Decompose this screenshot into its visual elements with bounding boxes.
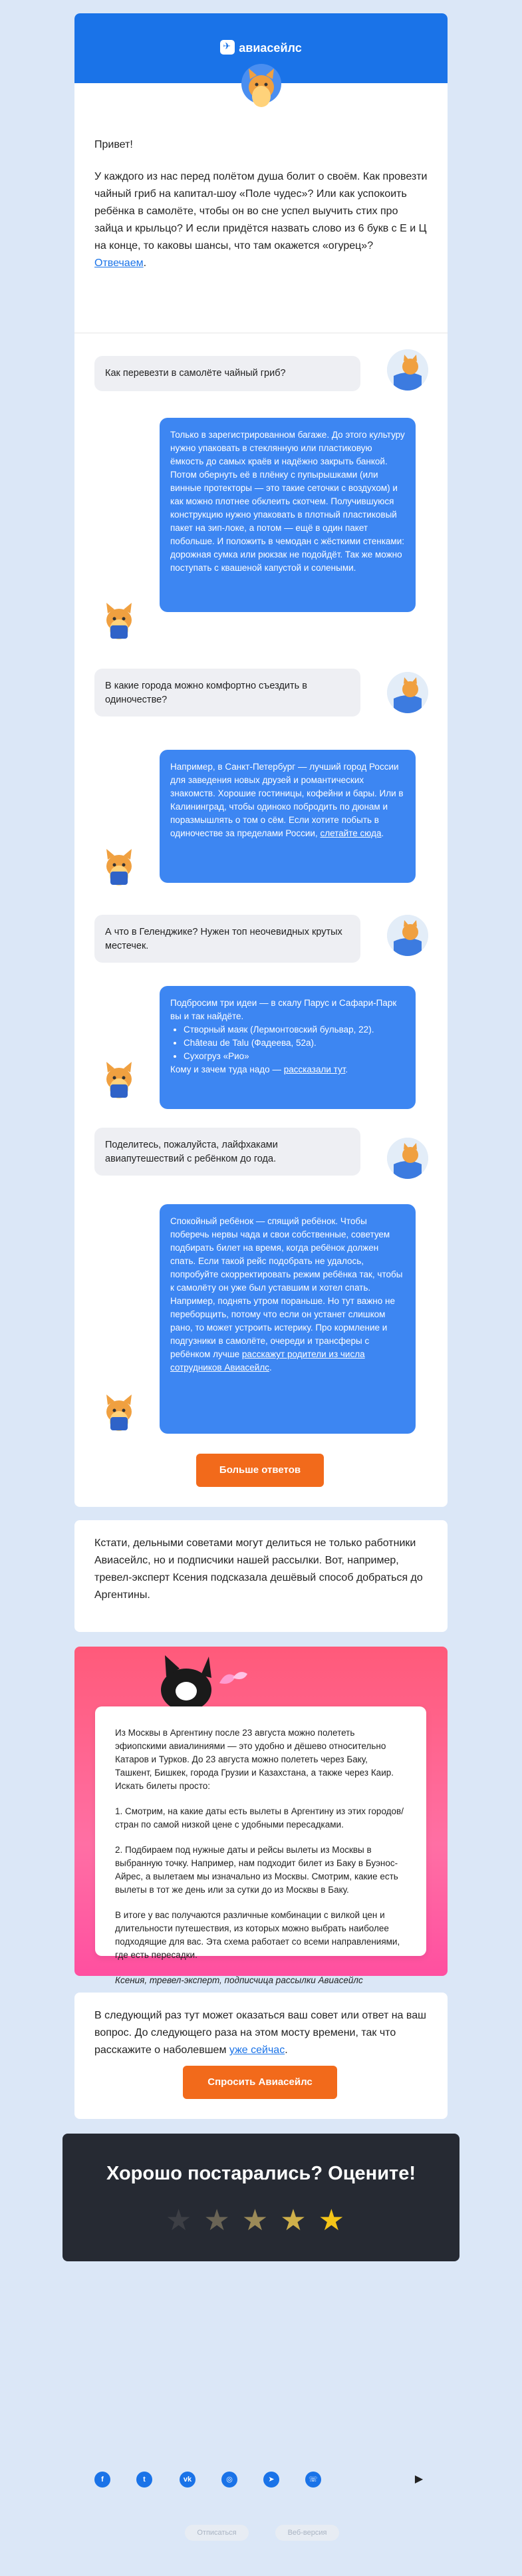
web-version-link[interactable]: Веб-версия: [275, 2525, 339, 2541]
ask-button[interactable]: Спросить Авиасейлс: [183, 2066, 337, 2099]
question-bubble: В какие города можно комфортно съездить в одиночестве?: [94, 669, 360, 717]
question-bubble: Как перевезти в самолёте чайный гриб?: [94, 356, 360, 391]
facebook-icon[interactable]: f: [94, 2472, 110, 2488]
star-icon[interactable]: ★: [280, 2204, 319, 2237]
brand-logo[interactable]: ✈авиасейлс: [74, 40, 448, 55]
tips-text: Кстати, дельными советами могут делиться не только работники Авиасейлс, но и подписчики нашей рассылки. Вот, например, тревел-эксперт Ксения подсказала дешёвый способ добраться до Аргентины.: [94, 1537, 423, 1601]
mascot-avatar-icon: [98, 1058, 140, 1099]
rating-block: [63, 2134, 459, 2261]
ask-card: [74, 1993, 448, 2119]
question-bubble: Поделитесь, пожалуйста, лайфхаками авиапутешествий с ребёнком до года.: [94, 1128, 360, 1176]
answer-bubble: Только в зарегистрированном багаже. До этого культуру нужно упаковать в стеклянную или пластиковую ёмкость до самых краёв и надёжно закрыть банкой. Потом обернуть её в плёнку с пупырышками (или винные протекторы — это такие сеточки с воздухом) и как можно плотнее обклеить скотчем. Получившуюся конструкцию нужно упаковать в плотный пластиковый пакет на зип-локе, а потом — ещё в один пакет побольше. И положить в чемодан с жёсткими стенками: дорожная сумка или рюкзак не подойдёт. Так же можно поступать с квашеной капустой и солеными.: [160, 418, 416, 612]
stars-row: [63, 2203, 459, 2237]
intro-text: У каждого из нас перед полётом душа болит о своём. Как провезти чайный гриб на капитал-шоу «Поле чудес»? Или как успокоить ребёнка в самолёте, чтобы он во сне успел выучить стих про зайца и крыльцо? И если придётся назвать слово из 6 букв с Е и Ц на конце, то каковы шансы, что там окажется «огурец»? Отвечаем.: [94, 171, 428, 269]
mascot-avatar-icon: [98, 1390, 140, 1432]
vk-icon[interactable]: vk: [180, 2472, 196, 2488]
travel-alone-link[interactable]: слетайте сюда: [320, 828, 382, 838]
tips-card: [74, 1520, 448, 1632]
mascot-avatar-icon: [98, 845, 140, 886]
instagram-icon[interactable]: ◎: [221, 2472, 237, 2488]
rating-title: Хорошо постарались? Оцените!: [106, 2163, 416, 2184]
ask-text: В следующий раз тут может оказаться ваш совет или ответ на ваш вопрос. До следующего раза на этом мосту времени, так что расскажите о наболевшем уже сейчас.: [94, 2010, 426, 2056]
answers-link[interactable]: Отвечаем: [94, 257, 144, 269]
viber-icon[interactable]: ☏: [305, 2472, 321, 2488]
star-icon[interactable]: ★: [165, 2204, 204, 2237]
gelendzhik-link[interactable]: рассказали тут: [283, 1064, 346, 1074]
plane-icon: [220, 40, 235, 55]
parents-tips-link[interactable]: расскажут родители из числа сотрудников Авиасейлс: [170, 1349, 365, 1372]
intro: [74, 136, 448, 272]
ask-now-link[interactable]: уже сейчас: [229, 2044, 285, 2056]
answer-bubble: Подбросим три идеи — в скалу Парус и Сафари-Парк вы и так найдёте. • Створный маяк (Лермонтовский бульвар, 22). • Château de Talu (Фадеева, 52а). • Сухогруз «Рио» Кому и зачем туда надо — рассказали тут.: [160, 986, 416, 1109]
user-avatar-icon: [387, 915, 428, 956]
user-avatar-icon: [387, 349, 428, 391]
answer-bubble: Например, в Санкт-Петербург — лучший город России для заведения новых друзей и романтических знакомств. Хорошие гостиницы, кофейни и бары. Или в Калининград, чтобы одиноко побродить по дюнам и поразмышлять о том о сём. Если хотите побыть в одиночестве за пределами России, слетайте сюда.: [160, 750, 416, 883]
user-avatar-icon: [387, 1138, 428, 1179]
cat-illustration-icon: [140, 1650, 259, 1713]
list-item: • Château de Talu (Фадеева, 52а).: [184, 1037, 405, 1050]
list-item: • Створный маяк (Лермонтовский бульвар, 22).: [184, 1023, 405, 1037]
star-icon[interactable]: ★: [241, 2204, 281, 2237]
social-row: [0, 2472, 522, 2498]
mascot-cat-icon: [241, 63, 282, 110]
mascot-avatar-icon: [98, 599, 140, 640]
twitter-icon[interactable]: t: [136, 2472, 152, 2488]
telegram-icon[interactable]: ➤: [263, 2472, 279, 2488]
star-icon[interactable]: ★: [203, 2204, 242, 2237]
unsubscribe-link[interactable]: Отписаться: [185, 2525, 249, 2541]
star-icon[interactable]: ★: [318, 2204, 357, 2237]
places-list: [170, 1023, 405, 1063]
greeting: Привет!: [94, 139, 133, 150]
expert-note: Из Москвы в Аргентину после 23 августа можно полететь эфиопскими авиалиниями — это удобно и дёшево относительно Катаров и Турков. До 23 августа можно полететь через Баку, Ташкент, Бишкек, города Грузии и Казахстана, а также через Каир. Искать билеты просто: 1. Смотрим, на какие даты есть вылеты в Аргентину из этих городов/стран по самой низкой цене с удобными пересадками. 2. Подбираем под нужные даты и рейсы вылеты из Москвы в выбранную точку. Например, нам подходит билет из Баку в Буэнос-Айрес, а вылетаем мы изначально из Москвы. Смотрим, какие есть вылеты в тот же день или за сутки до из Москвы в Баку. В итоге у вас получаются различные комбинации с вилкой цен и длительности путешествия, из которых можно выбрать наиболее подходящие для вас. Эта схема работает со всеми направлениями, где есть пересадки. Ксения, тревел-эксперт, подписчица рассылки Авиасейлс: [95, 1706, 426, 1956]
expert-signature: Ксения, тревел-эксперт, подписчица рассылки Авиасейлс: [115, 1975, 363, 1985]
answer-bubble: Спокойный ребёнок — спящий ребёнок. Чтобы поберечь нервы чада и свои собственные, советуем подбирать билет на время, когда ребёнок должен спать. Если такой рейс подобрать не удалось, попробуйте скорректировать режим ребёнка так, чтобы к самолёту он уже был уставшим и хотел спать. Например, поднять утром пораньше. Но тут важно не переборщить, потому что если он устанет слишком рано, то может устроить истерику. Про кормление и подгузники в самолёте, очереди и трансферы с ребёнком лучше расскажут родители из числа сотрудников Авиасейлс.: [160, 1204, 416, 1434]
more-answers-button[interactable]: Больше ответов: [196, 1454, 324, 1487]
list-item: • Сухогруз «Рио»: [184, 1050, 405, 1063]
apple-icon[interactable]: [369, 2472, 385, 2488]
question-bubble: А что в Геленджике? Нужен топ неочевидных крутых местечек.: [94, 915, 360, 963]
google-play-icon[interactable]: ▶: [414, 2474, 424, 2485]
user-avatar-icon: [387, 672, 428, 713]
main-card: [74, 13, 448, 1507]
